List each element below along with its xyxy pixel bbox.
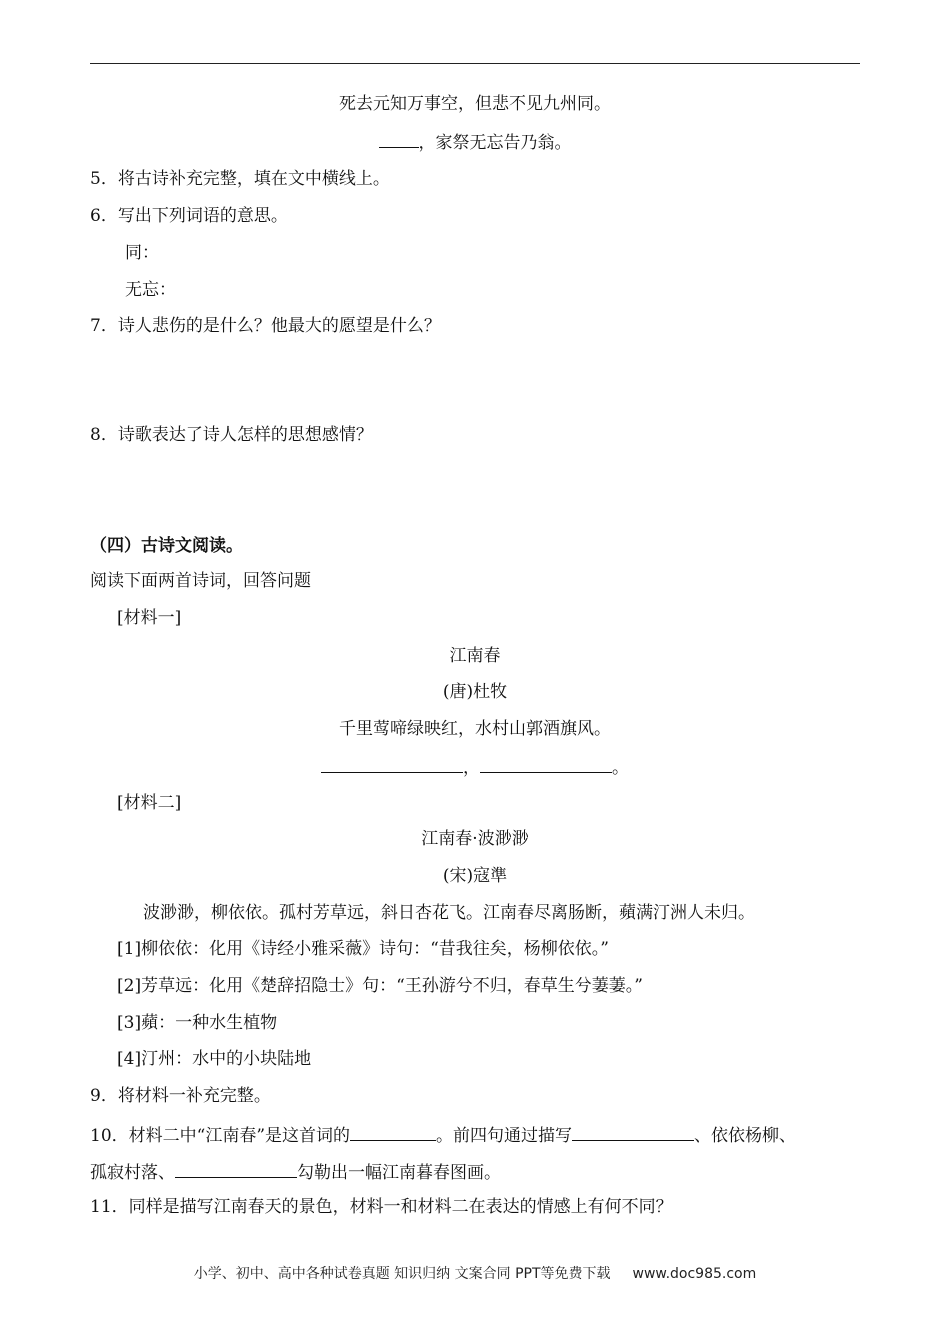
note-2: [2]芳草远：化用《楚辞招隐士》句：“王孙游兮不归，春草生兮萋萋。” (117, 976, 643, 996)
question-10-text-e: 勾勒出一幅江南暮春图画。 (297, 1163, 501, 1183)
note-1: [1]柳依依：化用《诗经小雅采薇》诗句：“昔我往矣，杨柳依依。” (117, 939, 609, 959)
section-title: （四）古诗文阅读。 (90, 536, 243, 556)
section-intro: 阅读下面两首诗词，回答问题 (90, 571, 311, 591)
question-10-line-1 (90, 1123, 796, 1147)
poem-line-4 (90, 130, 860, 154)
ci-title: 江南春·波渺渺 (421, 829, 529, 849)
ci-text: 波渺渺，柳依依。孤村芳草远，斜日杏花飞。江南春尽离肠断，蘋满汀洲人未归。 (143, 903, 755, 923)
poem-line-2-period: 。 (612, 758, 629, 778)
question-10-text-c: 、依依杨柳、 (694, 1126, 797, 1146)
ci-author: (宋)寇準 (442, 866, 508, 886)
header-rule (90, 63, 860, 64)
question-7: 7．诗人悲伤的是什么？他最大的愿望是什么？ (90, 316, 441, 336)
poem-line-1: 千里莺啼绿映红，水村山郭酒旗风。 (339, 719, 611, 739)
question-5: 5．将古诗补充完整，填在文中横线上。 (90, 169, 390, 189)
fill-blank-1[interactable] (321, 755, 463, 773)
fill-blank-q10-2[interactable] (572, 1123, 694, 1141)
note-3: [3]蘋：一种水生植物 (117, 1013, 278, 1033)
poem-line-2-comma: ， (463, 758, 480, 778)
question-6-item-tong: 同： (125, 243, 159, 263)
fill-blank-q10-1[interactable] (350, 1123, 436, 1141)
question-6-item-wuwang: 无忘： (125, 280, 176, 300)
page-footer (0, 1263, 950, 1283)
material-2-label: [材料二] (117, 793, 182, 813)
poem-line-4-text: ，家祭无忘告乃翁。 (418, 133, 572, 153)
question-8: 8．诗歌表达了诗人怎样的思想感情？ (90, 425, 373, 445)
question-10-text-d: 孤寂村落、 (90, 1163, 175, 1183)
material-1-label: [材料一] (117, 608, 182, 628)
question-11: 11．同样是描写江南春天的景色，材料一和材料二在表达的情感上有何不同？ (90, 1197, 673, 1217)
question-6: 6．写出下列词语的意思。 (90, 206, 288, 226)
fill-blank-q10-3[interactable] (175, 1160, 297, 1178)
poem-line-2 (90, 755, 860, 779)
question-9: 9．将材料一补充完整。 (90, 1086, 271, 1106)
poem-title: 江南春 (449, 646, 501, 666)
fill-blank[interactable] (379, 130, 419, 148)
note-4: [4]汀州：水中的小块陆地 (117, 1049, 312, 1069)
poem-author: (唐)杜牧 (442, 682, 508, 702)
question-10-text-b: 。前四句通过描写 (436, 1126, 573, 1146)
poem-line-3: 死去元知万事空，但悲不见九州同。 (339, 94, 611, 114)
footer-url[interactable]: www.doc985.com (632, 1266, 757, 1282)
footer-text: 小学、初中、高中各种试卷真题 知识归纳 文案合同 PPT等免费下载 (193, 1266, 611, 1282)
fill-blank-2[interactable] (480, 755, 612, 773)
question-10-text-a: 10．材料二中“江南春”是这首词的 (90, 1126, 351, 1146)
question-10-line-2 (90, 1160, 501, 1184)
